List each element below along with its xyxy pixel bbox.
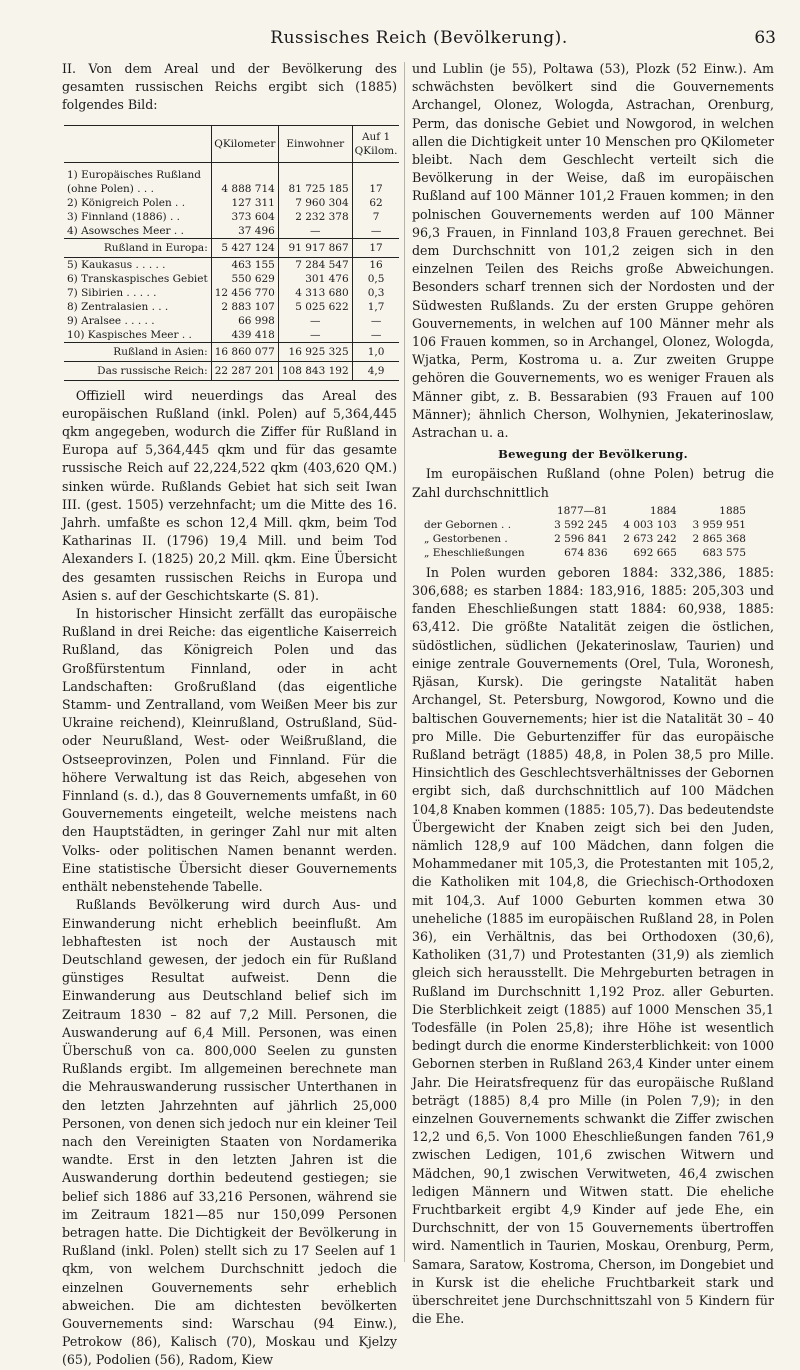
header-einwohner: Einwohner bbox=[278, 125, 352, 162]
header-label bbox=[64, 125, 211, 162]
header-density: Auf 1 QKilom. bbox=[352, 125, 399, 162]
table-sum-row: Rußland in Asien: 16 860 077 16 925 325 1,0 bbox=[64, 342, 399, 361]
table-row: 5) Kaukasus . . . . . 463 155 7 284 547 16 bbox=[64, 257, 399, 272]
table-total-row: Das russische Reich: 22 287 201 108 843 192 4,9 bbox=[64, 361, 399, 380]
areal-table-header bbox=[64, 125, 399, 162]
paragraph-vital-statistics: In Polen wurden geboren 1884: 332,386, 1885: 306,688; es starben 1884: 183,916, 1885: 205,303 und fanden Eheschließungen statt 1884: 60,938, 1885: 63,412. Die größte Natalität zeigen die östlichen, südöstlichen, südlichen (Jekaterinoslaw, Taurien) und einige zentrale Gouvernements (Orel, Tula, Woronesh, Rjäsan, Kursk). Die geringste Natalität haben Archangel, St. Petersburg, Nowgorod, Kowno und die baltischen Gouvernements; hier ist die Natalität 30 – 40 pro Mille. Die Geburtenziffer für das europäische Rußland beträgt (1885) 48,8, in Polen 38,5 pro Mille. Hinsichtlich des Geschlechtsverhältnisses der Gebornen ergibt sich, daß durchschnittlich auf 100 Mädchen 104,8 Knaben kommen (1885: 105,7). Das bedeutendste Übergewicht der Knaben zeigt sich bei den Juden, nämlich 128,9 auf 100 Mädchen, dann folgen die Mohammedaner mit 105,3, die Protestanten mit 105,2, die Katholiken mit 104,8, die Griechisch-Orthodoxen mit 104,3. Auf 1000 Geburten kommen etwa 30 uneheliche (1885 im europäischen Rußland 28, in Polen 36), ein Verhältnis, das bei Orthodoxen (30,6), Katholiken (31,7) und Protestanten (31,9) als ziemlich gleich sich herausstellt. Die Mehrgeburten betragen in Rußland im Durchschnitt 1,192 Proz. aller Geburten. Die Sterblichkeit zeigt (1885) auf 1000 Menschen 35,1 Todesfälle (in Polen 25,8); ihre Höhe ist wesentlich bedingt durch die enorme Kindersterblichkeit: von 1000 Gebornen sterben in Rußland 263,4 Kinder unter einem Jahr. Die Heiratsfrequenz für das europäische Rußland beträgt (1885) 8,4 pro Mille (in Polen 7,9); in den einzelnen Gouvernements schwankt die Ziffer zwischen 12,2 und 6,5. Von 1000 Eheschließungen fanden 761,9 zwischen Ledigen, 101,6 zwischen Witwern und Mädchen, 90,1 zwischen Verwitweten, 46,4 zwischen ledigen Männern und Witwen statt. Die eheliche Fruchtbarkeit ergibt 4,9 Kinder auf jede Ehe, ein Durchschnitt, der von 15 Gouvernements übertroffen wird. Namentlich in Taurien, Moskau, Orenburg, Perm, Samara, Saratow, Kostroma, Cherson, im Dongebiet und in Kursk ist die eheliche Fruchtbarkeit stark und überschreitet jene Durchschnittszahl von 5 Kindern für die Ehe. bbox=[412, 564, 774, 1327]
bewegung-table-header bbox=[420, 504, 750, 518]
table-row: 6) Transkaspisches Gebiet 550 629 301 476 0,5 bbox=[64, 272, 399, 286]
paragraph-history: In historischer Hinsicht zerfällt das europäische Rußland in drei Reiche: das eigentliche Kaiserreich Rußland, das Königreich Polen und das Großfürstentum Finnland, oder in acht Landschaften: Großrußland (das eigentliche Stamm- und Zentralland, vom Weißen Meer bis zur Ukraine reichend), Kleinrußland, Ostrußland, Süd- oder Neurußland, West- oder Weißrußland, die Ostseeprovinzen, Polen und Finnland. Für die höhere Verwaltung ist das Reich, abgesehen von Finnland (s. d.), das 8 Gouvernements umfaßt, in 60 Gouvernements eingeteilt, welche meistens nach den Hauptstädten, in geringer Zahl nur mit alten Volks- oder politischen Namen benannt werden. Eine statistische Übersicht dieser Gouvernements enthält nebenstehende Tabelle. bbox=[62, 606, 397, 895]
running-title: Russisches Reich (Bevölkerung). bbox=[270, 28, 568, 48]
header-qkm: QKilometer bbox=[211, 125, 278, 162]
intro-paragraph: II. Von dem Areal und der Bevölkerung des gesamten russischen Reichs ergibt sich (1885) folgendes Bild: bbox=[62, 61, 397, 113]
table-row: 3) Finnland (1886) . . 373 604 2 232 378 7 bbox=[64, 210, 399, 224]
table-row: „ Eheschließungen 674 836 692 665 683 575 bbox=[424, 546, 746, 559]
table-row: 9) Aralsee . . . . . 66 998 — — bbox=[64, 314, 399, 328]
bewegung-table bbox=[420, 504, 750, 560]
year-header: 1884 bbox=[650, 504, 677, 517]
left-column bbox=[62, 60, 397, 1370]
page-number: 63 bbox=[754, 28, 776, 48]
table-row: der Gebornen . . 3 592 245 4 003 103 3 959 951 bbox=[424, 518, 746, 531]
year-header: 1877—81 bbox=[556, 504, 608, 517]
paragraph-density: und Lublin (je 55), Poltawa (53), Plozk (52 Einw.). Am schwächsten bevölkert sind die Gouvernements Archangel, Olonez, Wologda, Astrachan, Orenburg, Perm, das donische Gebiet und Nowgorod, in welchen allen die Dichtigkeit unter 10 Menschen pro QKilometer bleibt. Nach dem Geschlecht verteilt sich die Bevölkerung in der Weise, daß im europäischen Rußland auf 100 Männer 101,2 Frauen kommen; in den polnischen Gouvernements werden auf 100 Männer 96,3 Frauen, in Finnland 103,8 Frauen gerechnet. Bei dem Durchschnitt von 101,2 zeigen sich in den einzelnen Teilen des Reichs große Abweichungen. Besonders scharf trennen sich der Nordosten und der Südwesten Rußlands. Zu der ersten Gruppe gehören Gouvernements, in welchen auf 100 Männer mehr als 106 Frauen kommen, so in Archangel, Olonez, Wologda, Wjatka, Perm, Kostroma u. a. Zur zweiten Gruppe gehören die Gouvernements, wo es weniger Frauen als Männer gibt, z. B. Bessarabien (93 Frauen auf 100 Männer); ähnlich Cherson, Wolhynien, Jekaterinoslaw, Astrachan u. a. bbox=[412, 61, 774, 441]
table-row: 2) Königreich Polen . . 127 311 7 960 304 62 bbox=[64, 196, 399, 210]
table-row: 10) Kaspisches Meer . . 439 418 — — bbox=[64, 328, 399, 343]
paragraph-areal: Offiziell wird neuerdings das Areal des europäischen Rußland (inkl. Polen) auf 5,364,445 qkm angegeben, wodurch die Ziffer für Rußland in Europa auf 5,364,445 qkm und für das gesamte russische Reich auf 22,224,522 qkm (403,620 QM.) sinken würde. Rußlands Gebiet hat sich seit Iwan III. (gest. 1505) verzehnfacht; um die Mitte des 16. Jahrh. umfaßte es schon 12,4 Mill. qkm, beim Tod Katharinas II. (1796) 19,4 Mill. und beim Tod Alexanders I. (1825) 20,2 Mill. qkm. Eine Übersicht des gesamten russischen Reichs in Europa und Asien s. auf der Geschichtskarte (S. 81). bbox=[62, 387, 397, 603]
paragraph-bewegung-intro: Im europäischen Rußland (ohne Polen) betrug die Zahl durchschnittlich bbox=[412, 466, 774, 500]
table-row: 8) Zentralasien . . . 2 883 107 5 025 622 1,7 bbox=[64, 300, 399, 314]
table-row: „ Gestorbenen . 2 596 841 2 673 242 2 865 368 bbox=[424, 532, 746, 545]
table-row: 7) Sibirien . . . . . 12 456 770 4 313 680 0,3 bbox=[64, 286, 399, 300]
section-heading: Bewegung der Bevölkerung. bbox=[498, 447, 688, 462]
right-column bbox=[412, 60, 774, 1328]
table-sum-row: Rußland in Europa: 5 427 124 91 917 867 17 bbox=[64, 238, 399, 257]
paragraph-migration: Rußlands Bevölkerung wird durch Aus- und Einwanderung nicht erheblich beeinflußt. Am lebhaftesten ist noch der Austausch mit Deutschland gewesen, der jedoch ein für Rußland günstiges Resultat aufweist. Denn die Einwanderung aus Deutschland belief sich im Zeitraum 1830 – 82 auf 7,2 Mill. Personen, die Auswanderung auf 6,4 Mill. Personen, was einen Überschuß von ca. 800,000 Seelen zu gunsten Rußlands ergibt. Im allgemeinen berechnete man die Mehrauswanderung russischer Unterthanen in den letzten Jahrzehnten auf jährlich 25,000 Personen, von denen sich jedoch nur ein kleiner Teil nach den Vereinigten Staaten von Nordamerika wandte. Erst in den letzten Jahren ist die Auswanderung dorthin bedeutend gestiegen; sie belief sich 1886 auf 33,216 Personen, während sie im Zeitraum 1821—85 nur 150,099 Personen betragen hatte. Die Dichtigkeit der Bevölkerung in Rußland (inkl. Polen) stellt sich zu 17 Seelen auf 1 qkm, von welchem Durchschnitt jedoch die einzelnen Gouvernements sehr erheblich abweichen. Die am dichtesten bevölkerten Gouvernements sind: Warschau (94 Einw.), Petrokow (86), Kalisch (70), Moskau und Kjelzy (65), Podolien (56), Radom, Kiew bbox=[62, 897, 397, 1368]
year-header: 1885 bbox=[719, 504, 746, 517]
page-header bbox=[62, 20, 776, 50]
areal-table bbox=[64, 125, 399, 381]
table-row: 4) Asowsches Meer . . 37 496 — — bbox=[64, 224, 399, 239]
column-divider bbox=[404, 62, 405, 1262]
table-row: 1) Europäisches Rußland (ohne Polen) . . . 4 888 714 81 725 185 17 bbox=[64, 162, 399, 196]
